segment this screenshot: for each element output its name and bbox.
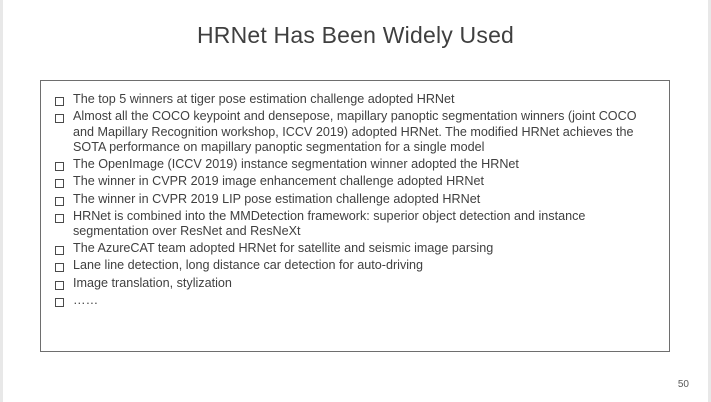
list-item-label: ……	[73, 292, 99, 307]
list-item-label: The winner in CVPR 2019 image enhancement challenge adopted HRNet	[73, 174, 484, 189]
square-bullet-icon	[55, 97, 64, 106]
list-item	[55, 109, 655, 156]
page-number: 50	[677, 379, 689, 390]
square-bullet-icon	[55, 214, 64, 223]
list-item-label: The winner in CVPR 2019 LIP pose estimation challenge adopted HRNet	[73, 191, 481, 206]
square-bullet-icon	[55, 281, 64, 290]
list-item	[55, 258, 655, 274]
square-bullet-icon	[55, 298, 64, 307]
slide-left-edge	[0, 0, 3, 402]
list-item	[55, 209, 655, 240]
square-bullet-icon	[55, 114, 64, 123]
content-box	[40, 80, 670, 352]
list-item-label: Image translation, stylization	[73, 275, 232, 290]
square-bullet-icon	[55, 263, 64, 272]
list-item	[55, 174, 655, 190]
square-bullet-icon	[55, 162, 64, 171]
square-bullet-icon	[55, 246, 64, 255]
list-item	[55, 157, 655, 173]
list-item-label: Lane line detection, long distance car detection for auto-driving	[73, 258, 424, 273]
bullet-list	[41, 81, 669, 308]
list-item-label: The OpenImage (ICCV 2019) instance segmentation winner adopted the HRNet	[73, 157, 519, 172]
page-title: HRNet Has Been Widely Used	[196, 22, 515, 48]
list-item	[55, 276, 655, 292]
list-item	[55, 192, 655, 208]
list-item	[55, 293, 655, 309]
list-item	[55, 241, 655, 257]
square-bullet-icon	[55, 197, 64, 206]
list-item-label: Almost all the COCO keypoint and densepose, mapillary panoptic segmentation winners (joint COCO and Mapillary Recognition workshop, ICCV 2019) adopted HRNet. The modified HRNet achieves the SOTA performance on mapillary panoptic segmentation for a single model	[73, 109, 637, 155]
list-item-label: HRNet is combined into the MMDetection framework: superior object detection and instance segmentation over ResNet and ResNeXt	[73, 208, 586, 239]
list-item	[55, 92, 655, 108]
list-item-label: The top 5 winners at tiger pose estimation challenge adopted HRNet	[73, 92, 455, 106]
square-bullet-icon	[55, 179, 64, 188]
list-item-label: The AzureCAT team adopted HRNet for satellite and seismic image parsing	[73, 241, 494, 256]
